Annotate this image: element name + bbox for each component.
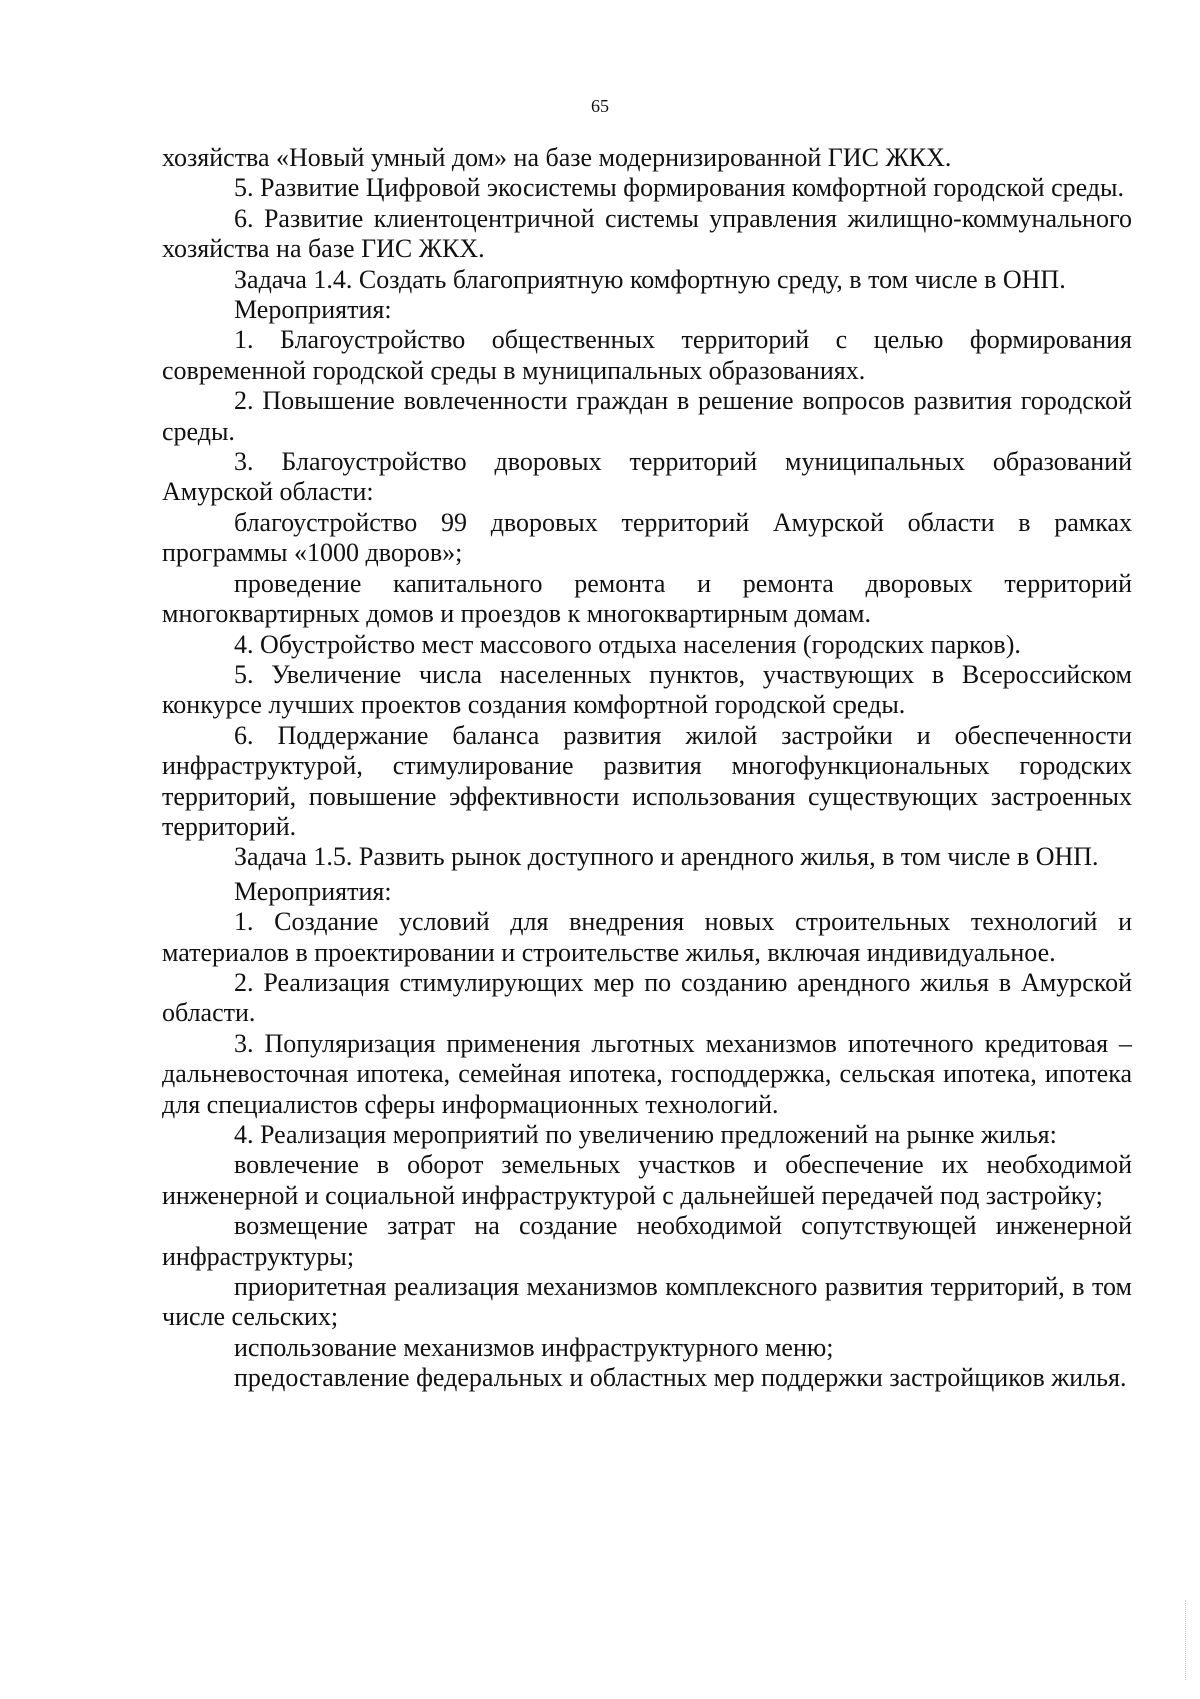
measure-6-balance: 6. Поддержание баланса развития жилой застройки и обеспеченности инфраструктурой, стимулирование развития многофункциональных городских территорий, повышение эффективности использования существующих застроенных территорий.: [162, 720, 1132, 841]
measure-1-technologies: 1. Создание условий для внедрения новых строительных технологий и материалов в проектировании и строительстве жилья, включая индивидуальное.: [162, 907, 1132, 967]
paragraph-continuation: хозяйства «Новый умный дом» на базе модернизированной ГИС ЖКХ.: [162, 143, 952, 172]
measure-4-sub-compensation: возмещение затрат на создание необходимой сопутствующей инженерной инфраструктуры;: [162, 1211, 1132, 1271]
measure-4-parks: 4. Обустройство мест массового отдыха населения (городских парков).: [234, 629, 1021, 659]
measure-3-sub-repair: проведение капитального ремонта и ремонта дворовых территорий многоквартирных домов и проездов к многоквартирным домам.: [162, 568, 1132, 629]
measure-2-rental-housing: 2. Реализация стимулирующих мер по созданию арендного жилья в Амурской области.: [162, 967, 1132, 1028]
task-1-4-heading: Задача 1.4. Создать благоприятную комфортную среду, в том числе в ОНП.: [234, 264, 1066, 294]
measures-heading-2: Мероприятия:: [234, 876, 392, 906]
measure-3-courtyards: 3. Благоустройство дворовых территорий муниципальных образований Амурской области:: [162, 447, 1132, 507]
measure-4-sub-complex-development: приоритетная реализация механизмов комплексного развития территорий, в том числе сельских;: [162, 1272, 1132, 1332]
task-1-5-heading: Задача 1.5. Развить рынок доступного и арендного жилья, в том числе в ОНП.: [234, 842, 1099, 872]
measure-4-sub-infrastructure-menu: использование механизмов инфраструктурного меню;: [234, 1332, 834, 1362]
measure-5-contest: 5. Увеличение числа населенных пунктов, участвующих в Всероссийском конкурсе лучших проектов создания комфортной городской среды.: [162, 659, 1132, 720]
paragraph-item-5-digital-ecosystem: 5. Развитие Цифровой экосистемы формирования комфортной городской среды.: [234, 173, 1125, 203]
measure-4-housing-market: 4. Реализация мероприятий по увеличению предложений на рынке жилья:: [234, 1120, 1057, 1149]
measure-4-sub-land-plots: вовлечение в оборот земельных участков и обеспечение их необходимой инженерной и социальной инфраструктурой с дальнейшей передачей под застройку;: [162, 1150, 1132, 1210]
scan-artifact-dots: [1185, 1600, 1188, 1680]
measure-2-citizen-involvement: 2. Повышение вовлеченности граждан в решение вопросов развития городской среды.: [162, 386, 1132, 446]
measure-3-mortgage: 3. Популяризация применения льготных механизмов ипотечного кредитовая – дальневосточная ипотека, семейная ипотека, господдержка, сельская ипотека, ипотека для специалистов сферы информационных технологий.: [162, 1028, 1132, 1119]
paragraph-item-6-client-centric: 6. Развитие клиентоцентричной системы управления жилищно-коммунального хозяйства на базе ГИС ЖКХ.: [162, 203, 1132, 264]
document-body: [162, 143, 1132, 1394]
measures-heading: Мероприятия:: [234, 295, 392, 325]
measure-4-sub-developer-support: предоставление федеральных и областных мер поддержки застройщиков жилья.: [234, 1363, 1127, 1393]
page-number: 65: [591, 96, 609, 116]
measure-1-public-spaces: 1. Благоустройство общественных территорий с целью формирования современной городской среды в муниципальных образованиях.: [162, 325, 1132, 385]
measure-3-sub-99-courtyards: благоустройство 99 дворовых территорий Амурской области в рамках программы «1000 дворов»;: [162, 507, 1132, 568]
